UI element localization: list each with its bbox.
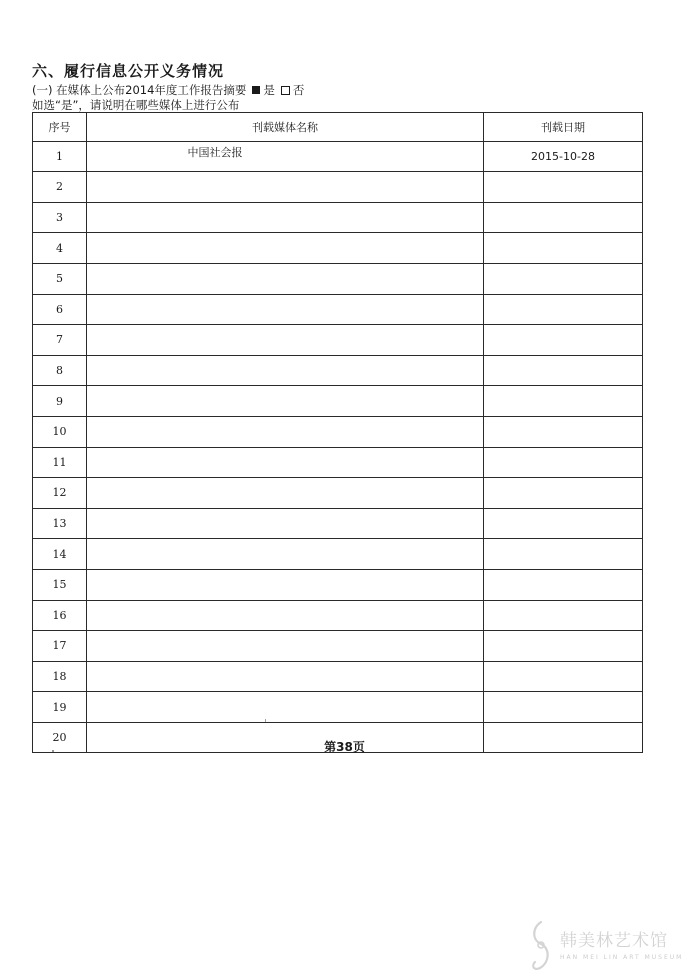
table-row	[33, 172, 643, 203]
watermark-name: 韩美林艺术馆	[560, 931, 668, 951]
row-date	[484, 478, 643, 509]
row-date	[484, 202, 643, 233]
row-date	[484, 416, 643, 447]
row-seq: 15	[33, 569, 87, 600]
row-media-name	[87, 355, 484, 386]
row-seq: 9	[33, 386, 87, 417]
table-row	[33, 416, 643, 447]
yes-label: 是	[263, 83, 275, 97]
table-row	[33, 508, 643, 539]
row-date	[484, 692, 643, 723]
question-line	[32, 82, 304, 98]
row-date	[484, 661, 643, 692]
row-media-name	[87, 172, 484, 203]
row-date	[484, 569, 643, 600]
row-seq: 7	[33, 325, 87, 356]
table-row	[33, 478, 643, 509]
note-text: 如选“是”，请说明在哪些媒体上进行公布	[32, 98, 240, 112]
watermark-subtitle: HAN MEI LIN ART MUSEUM	[560, 954, 684, 961]
row-date	[484, 631, 643, 662]
table-row	[33, 600, 643, 631]
table-row	[33, 447, 643, 478]
table-row	[33, 263, 643, 294]
row-seq: 11	[33, 447, 87, 478]
row-seq: 5	[33, 263, 87, 294]
row-seq: 8	[33, 355, 87, 386]
row-media-name	[87, 233, 484, 264]
scan-speck	[265, 719, 266, 722]
watermark-swirl-icon	[528, 918, 554, 972]
scan-speck	[52, 750, 54, 752]
header-date: 刊载日期	[484, 113, 643, 142]
table-row	[33, 141, 643, 172]
row-media-name	[87, 416, 484, 447]
table-row	[33, 661, 643, 692]
table-row	[33, 233, 643, 264]
row-seq: 4	[33, 233, 87, 264]
museum-watermark-logo	[528, 918, 684, 974]
table-row	[33, 294, 643, 325]
row-date	[484, 294, 643, 325]
row-media-name	[87, 294, 484, 325]
table-row	[33, 569, 643, 600]
row-media-name	[87, 539, 484, 570]
table-row	[33, 355, 643, 386]
row-seq: 18	[33, 661, 87, 692]
row-media-name	[87, 569, 484, 600]
row-seq: 12	[33, 478, 87, 509]
row-date	[484, 600, 643, 631]
table-body	[33, 141, 643, 753]
row-date	[484, 386, 643, 417]
row-media-name	[87, 141, 484, 172]
table-header-row	[33, 113, 643, 142]
row-seq: 17	[33, 631, 87, 662]
row-date	[484, 263, 643, 294]
row-media-name	[87, 202, 484, 233]
row-media-name	[87, 386, 484, 417]
row-media-name	[87, 325, 484, 356]
row-date	[484, 508, 643, 539]
row-date	[484, 539, 643, 570]
row-seq: 20	[33, 722, 87, 753]
media-table	[32, 112, 643, 753]
table-row	[33, 539, 643, 570]
row-media-name	[87, 600, 484, 631]
table-row	[33, 631, 643, 662]
row-seq: 2	[33, 172, 87, 203]
row-date	[484, 172, 643, 203]
row-media-name	[87, 447, 484, 478]
row-seq: 13	[33, 508, 87, 539]
no-checkbox-empty-icon	[281, 86, 290, 95]
row-date	[484, 355, 643, 386]
question-text: (一) 在媒体上公布2014年度工作报告摘要	[32, 83, 247, 97]
table-row	[33, 692, 643, 723]
header-media-name: 刊载媒体名称	[87, 113, 484, 142]
row-seq: 14	[33, 539, 87, 570]
no-label: 否	[292, 83, 305, 97]
row-date	[484, 233, 643, 264]
row-media-name	[87, 631, 484, 662]
row-seq: 19	[33, 692, 87, 723]
header-seq: 序号	[33, 113, 87, 142]
page-number: 第38页	[324, 740, 365, 754]
row-date: 2015-10-28	[484, 141, 643, 172]
row-media-name	[87, 478, 484, 509]
table-row	[33, 325, 643, 356]
row-media-name-text: 中国社会报	[187, 145, 243, 159]
row-seq: 1	[33, 141, 87, 172]
row-media-name	[87, 661, 484, 692]
row-media-name	[87, 508, 484, 539]
table-row	[33, 202, 643, 233]
row-seq: 3	[33, 202, 87, 233]
row-seq: 10	[33, 416, 87, 447]
section-title: 六、履行信息公开义务情况	[32, 62, 225, 80]
yes-checkbox-checked-icon	[252, 86, 260, 94]
row-seq: 16	[33, 600, 87, 631]
table-row	[33, 386, 643, 417]
row-date	[484, 447, 643, 478]
row-media-name	[87, 692, 484, 723]
row-media-name	[87, 263, 484, 294]
row-date	[484, 325, 643, 356]
row-seq: 6	[33, 294, 87, 325]
